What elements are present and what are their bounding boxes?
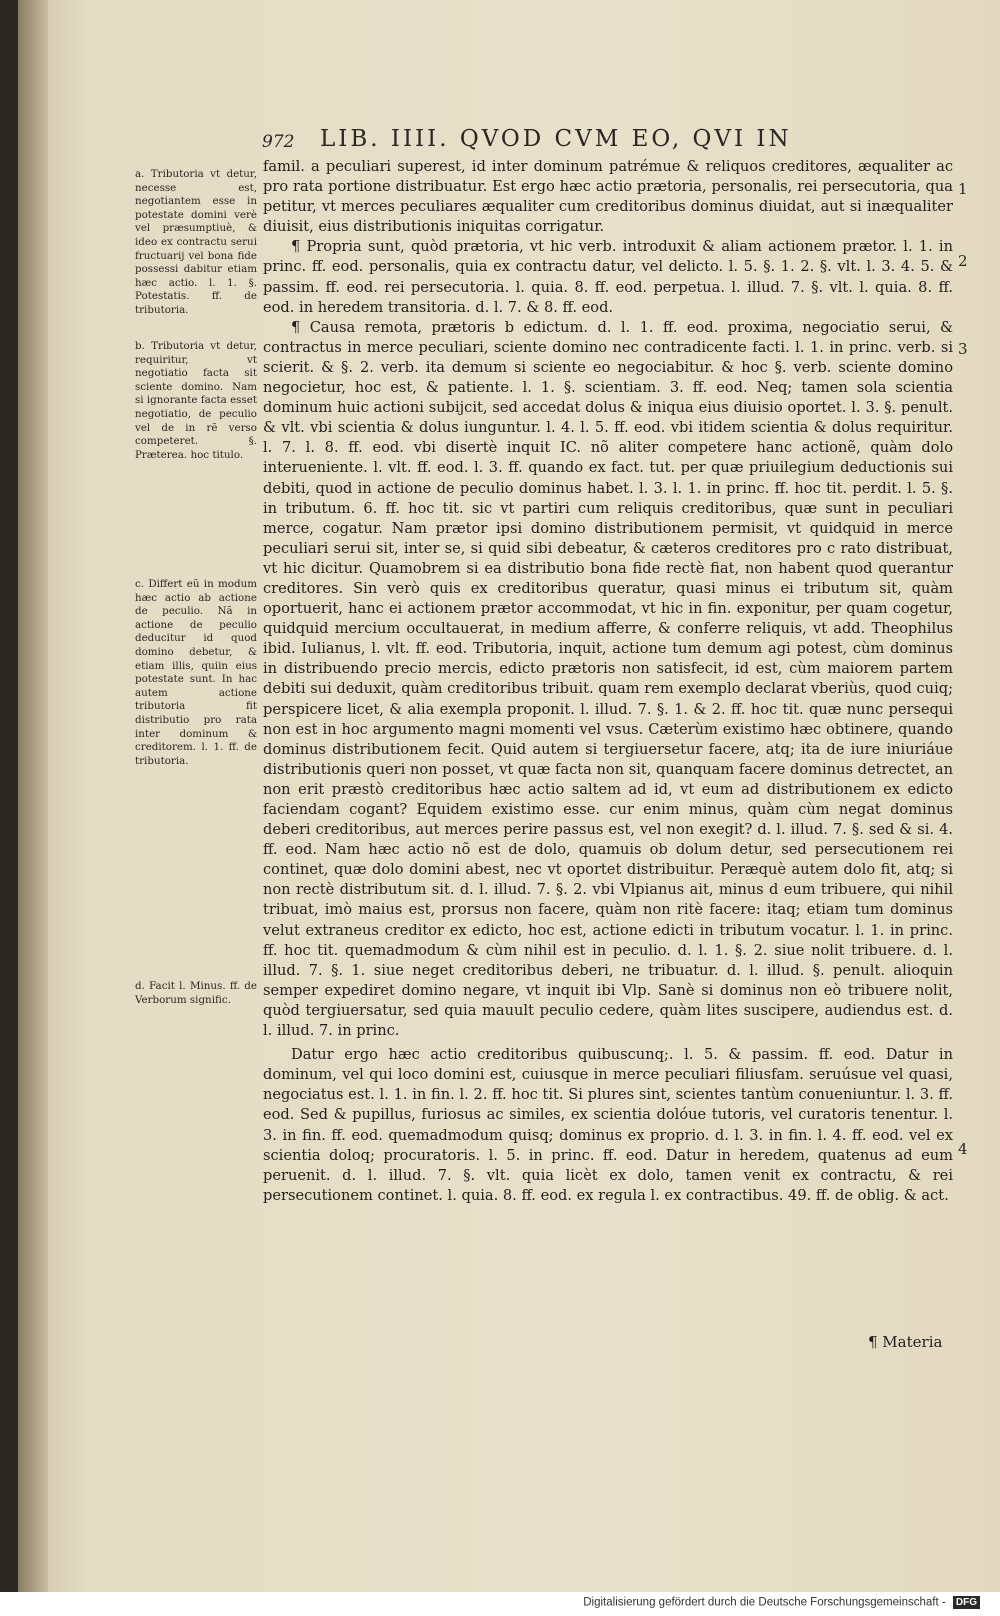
margin-number-3: 3 xyxy=(958,340,968,358)
footer-text: Digitalisierung gefördert durch die Deutsche Forschungsgemeinschaft - xyxy=(583,1596,946,1609)
page-number: 972 xyxy=(262,132,295,152)
catchword: ¶ Materia xyxy=(868,1333,943,1351)
margin-note-b: b. Tributoria vt detur, requiritur, vt negotiatio facta sit sciente domino. Nam si ignorante facta esset negotiatio, de peculio vel de in rẽ verso competeret. §. Præterea. hoc titulo. xyxy=(135,340,257,461)
running-title: LIB. IIII. QVOD CVM EO, QVI IN xyxy=(320,126,792,152)
margin-note-c: c. Differt eũ in modum hæc actio ab actione de peculio. Nã in actione de peculio deducitur id quod domino debetur, & etiam illis, quiin eius potestate sunt. In hac autem actione tributoria fit distributio pro rata inter dominum & creditorem. l. 1. ff. de tributoria. xyxy=(135,578,257,767)
paragraph-3: ¶ Causa remota, prætoris b edictum. d. l. 1. ff. eod. proxima, negociatio serui, & contractus in merce peculiari, sciente domino nec contradicente facti. l. 1. in princ. verb. si scierit. & §. 2. verb. ita demum si sciente eo negociabitur. & hoc §. verb. sciente domino negocietur, hoc est, & patiente. l. 1. §. scientiam. 3. ff. eod. Neq; tamen sola scientia dominum huic actioni subijcit, sed accedat dolus & iniqua eius diuisio oportet. l. 3. §. penult. & vlt. vbi scientia & dolus iunguntur. l. 4. l. 5. ff. eod. vbi itidem scientia & dolus requiritur. l. 7. l. 8. ff. eod. vbi disertè inquit IC. nõ aliter competere hanc actionẽ, quàm dolo interueniente. l. vlt. ff. eod. l. 3. ff. quando ex fact. tut. per quæ priuilegium deductionis sui debiti, quod in actione de peculio dominus habet. l. 3. l. 1. in princ. ff. hoc tit. perdit. l. 5. §. in tributum. 6. ff. hoc tit. sic vt partiri cum reliquis creditoribus, quæ sunt in peculiari merce, cogatur. Nam prætor ipsi domino distributionem permisit, vt quidquid in merce peculiari serui sit, inter se, si quid sibi debeatur, & cæteros creditores pro c rato distribuat, vt hic dicitur. Quamobrem si ea distributio bona fide rectè fiat, non habent quod querantur creditores. Sin verò quis ex creditoribus queratur, quasi minus ei tributum sit, quàm oportuerit, hanc ei actionem prætor accommodat, vt hic in fin. exponitur, per quam cogetur, quidquid mercium occultauerat, in medium afferre, & conferre reliquis, vt add. Theophilus ibid. Iulianus, l. vlt. ff. eod. Tributoria, inquit, actione tum demum agi potest, cùm dominus in distribuendo precio mercis, edicto prætoris non satisfecit, id est, cùm maiorem partem debiti sui deduxit, quàm creditoribus tribuit. quam rem exemplo declarat vberiùs, quod cuiq; perspicere licet, & alia exempla proponit. l. illud. 7. §. 1. & 2. ff. hoc tit. quæ nunc persequi non est in hoc argumento magni momenti vel vsus. Cæterùm existimo hæc obtinere, quando dominus distributionem fecit. Quid autem si tergiuersetur facere, atq; ita de iure iniuriáue distributionis queri non posset, vt quæ facta non sit, quanquam facere dominus detrectet, an non erit præstò creditoribus hæc actio saltem ad id, vt eum ad distributionem ex edicto faciendam cogant? Equidem existimo esse. cur enim minus, quàm cùm negat dominus deberi creditoribus, aut merces perire passus est, vel non exegit? d. l. illud. 7. §. sed & si. 4. ff. eod. Nam hæc actio nõ est de dolo, quamuis ob dolum detur, sed persecutionem rei continet, quæ dolo domini abest, nec vt oportet distribuitur. Peræquè autem dolo fit, atq; si non rectè distributum sit. d. l. illud. 7. §. 2. vbi Vlpianus ait, minus d eum tribuere, qui nihil tribuat, imò maius est, prorsus non facere, quàm non ritè facere: itaq; etiam tum dominus velut extraneus creditor ex edicto, hoc est, actione edicti in tributum vocatur. l. 1. in princ. ff. hoc tit. quemadmodum & cùm nihil est in peculio. d. l. 1. §. 2. siue nolit tribuere. d. l. illud. 7. §. 1. siue neget creditoribus deberi, ne tribuatur. d. l. illud. §. penult. alioquin semper expediret domino negare, vt inquit ibi Vlp. Sanè si dominus non eò tribuere nolit, quòd tergiuersatur, sed quia mauult peculio cedere, quàm lites suscipere, audiendus est. d. l. illud. 7. in princ. xyxy=(263,318,953,1040)
paragraph-2: ¶ Propria sunt, quòd prætoria, vt hic verb. introduxit & aliam actionem prætor. l. 1. in princ. ff. eod. personalis, quia ex contractu datur, vel delicto. l. 5. §. 1. 2. §. vlt. l. 3. 4. 5. & passim. ff. eod. rei persecutoria. l. quia. 8. ff. eod. perpetua. l. illud. 7. §. vlt. l. quia. 8. ff. eod. in heredem transitoria. d. l. 7. & 8. ff. eod. xyxy=(263,238,953,316)
margin-number-4: 4 xyxy=(958,1140,968,1158)
margin-number-1: 1 xyxy=(958,180,968,198)
paragraph-1: famil. a peculiari superest, id inter dominum patrémue & reliquos creditores, æqualiter ac pro rata portione distribuatur. Est ergo hæc actio prætoria, personalis, rei persecutoria, qua petitur, vt merces peculiares æqualiter cum creditoribus dominus diuidat, aut si inæqualiter diuisit, eius distributionis iniquitas corrigatur. xyxy=(263,158,953,236)
page-gutter xyxy=(18,0,48,1592)
dfg-logo: DFG xyxy=(953,1596,980,1609)
footer-text-wrap xyxy=(583,1596,980,1609)
digitization-footer xyxy=(0,1592,1000,1616)
margin-note-a: a. Tributoria vt detur, necesse est, negotiantem esse in potestate domini verè vel præsumptiuè, & ideo ex contractu serui fructuarij vel bona fide possessi dabitur etiam hæc actio. l. 1. §. Potestatis. ff. de tributoria. xyxy=(135,168,257,316)
main-text xyxy=(263,157,953,1206)
paragraph-4: Datur ergo hæc actio creditoribus quibuscunq;. l. 5. & passim. ff. eod. Datur in dominum, vel qui loco domini est, cuiusque in merce peculiari filiusfam. seruúsue vel quasi, negociatus est. l. 1. in fin. l. 2. ff. hoc tit. Si plures sint, scientes tantùm conueniuntur. l. 3. ff. eod. Sed & pupillus, furiosus ac similes, ex scientia dolóue tutoris, vel curatoris tenentur. l. 3. in fin. ff. eod. quemadmodum quisq; dominus ex proprio. d. l. 3. in fin. l. 4. ff. eod. vel ex scientia doloq; procuratoris. l. 5. in princ. ff. eod. Datur in heredem, quatenus ad eum peruenit. d. l. illud. 7. §. vlt. quia licèt ex dolo, tamen venit ex contractu, & rei persecutionem continet. l. quia. 8. ff. eod. ex regula l. ex contractibus. 49. ff. de oblig. & act. xyxy=(263,1046,953,1204)
margin-note-d: d. Facit l. Minus. ff. de Verborum signific. xyxy=(135,980,257,1006)
margin-number-2: 2 xyxy=(958,252,968,270)
